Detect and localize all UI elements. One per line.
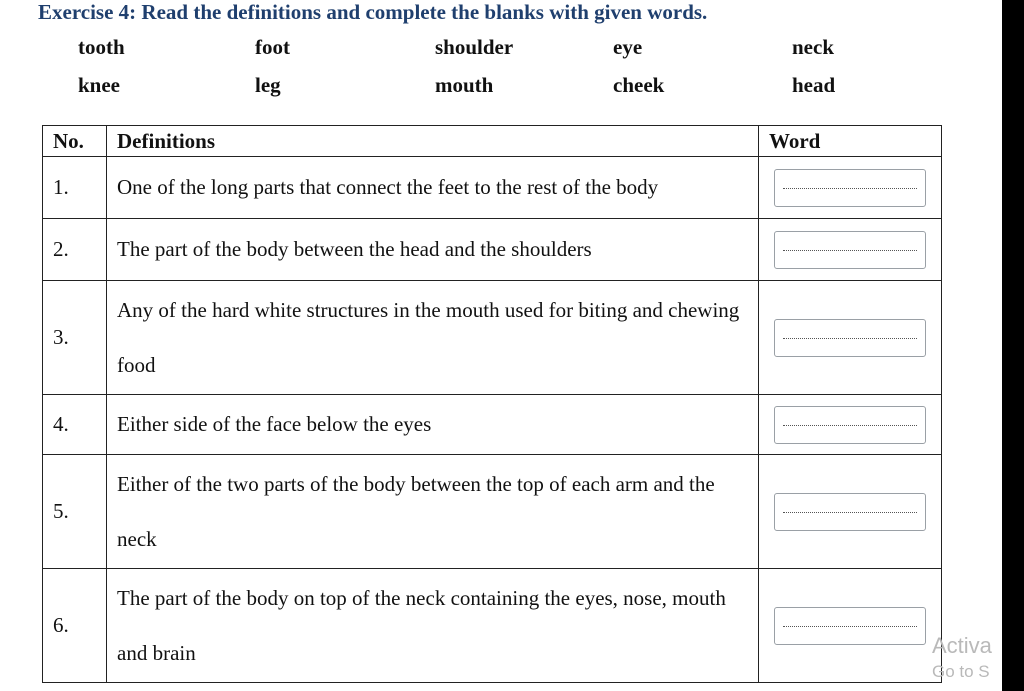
answer-cell: [759, 219, 942, 281]
watermark-line-2: Go to S: [932, 662, 990, 681]
row-number: 4.: [43, 395, 107, 455]
row-definition: The part of the body on top of the neck containing the eyes, nose, mouth and brain: [107, 569, 759, 683]
word-bank-item: knee: [78, 73, 120, 97]
row-number: 2.: [43, 219, 107, 281]
definitions-table: [42, 125, 942, 683]
row-definition: Either of the two parts of the body between the top of each arm and the neck: [107, 455, 759, 569]
answer-field[interactable]: [774, 607, 926, 645]
answer-blank: [783, 338, 917, 339]
answer-field[interactable]: [774, 231, 926, 269]
table-header-row: [43, 126, 942, 157]
answer-cell: [759, 395, 942, 455]
word-bank-item: leg: [255, 73, 281, 97]
answer-blank: [783, 188, 917, 189]
word-bank: [0, 0, 1000, 110]
answer-field[interactable]: [774, 493, 926, 531]
row-definition: Either side of the face below the eyes: [107, 395, 759, 455]
exercise-title: Exercise 4: Read the definitions and complete the blanks with given words.: [38, 0, 708, 24]
word-bank-item: eye: [613, 35, 643, 59]
row-definition: Any of the hard white structures in the mouth used for biting and chewing food: [107, 281, 759, 395]
word-bank-item: tooth: [78, 35, 125, 59]
answer-blank: [783, 626, 917, 627]
answer-field[interactable]: [774, 319, 926, 357]
word-bank-item: foot: [255, 35, 290, 59]
word-bank-item: shoulder: [435, 35, 514, 59]
row-number: 3.: [43, 281, 107, 395]
row-number: 5.: [43, 455, 107, 569]
screen-edge: [1002, 0, 1024, 691]
word-bank-item: cheek: [613, 73, 665, 97]
answer-cell: [759, 455, 942, 569]
activation-watermark: [932, 633, 992, 685]
table-row: [43, 281, 942, 395]
header-word: Word: [759, 126, 942, 157]
word-bank-item: neck: [792, 35, 834, 59]
watermark-line-1: Activa: [932, 633, 992, 658]
table-row: [43, 455, 942, 569]
row-number: 1.: [43, 157, 107, 219]
answer-cell: [759, 281, 942, 395]
answer-cell: [759, 157, 942, 219]
answer-blank: [783, 425, 917, 426]
answer-field[interactable]: [774, 406, 926, 444]
row-definition: One of the long parts that connect the feet to the rest of the body: [107, 157, 759, 219]
row-number: 6.: [43, 569, 107, 683]
answer-blank: [783, 512, 917, 513]
answer-cell: [759, 569, 942, 683]
row-definition: The part of the body between the head and the shoulders: [107, 219, 759, 281]
table-row: [43, 219, 942, 281]
table-row: [43, 569, 942, 683]
table-row: [43, 157, 942, 219]
table-row: [43, 395, 942, 455]
header-no: No.: [43, 126, 107, 157]
word-bank-item: mouth: [435, 73, 494, 97]
answer-field[interactable]: [774, 169, 926, 207]
answer-blank: [783, 250, 917, 251]
word-bank-item: head: [792, 73, 836, 97]
header-definitions: Definitions: [107, 126, 759, 157]
